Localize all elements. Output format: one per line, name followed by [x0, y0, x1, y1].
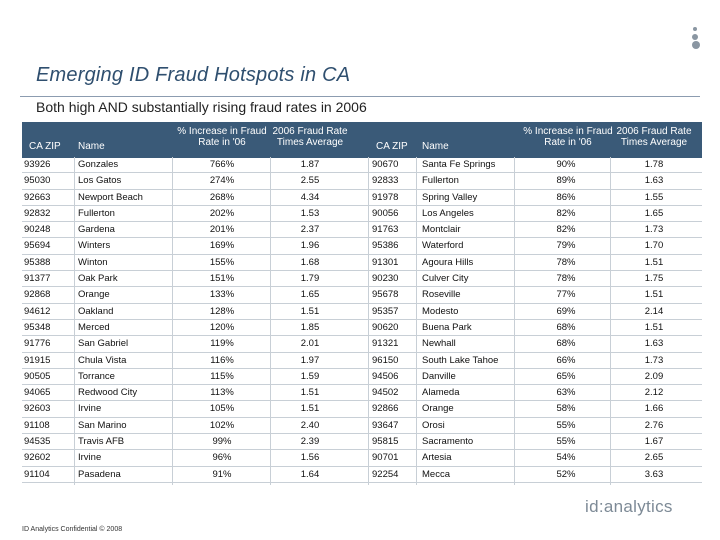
city-name-cell: Orosi [422, 419, 445, 431]
increase-cell: 102% [209, 419, 235, 431]
increase-cell: 68% [556, 321, 576, 333]
times-average-cell: 1.75 [644, 273, 664, 285]
page-title: Emerging ID Fraud Hotspots in CA [36, 64, 351, 86]
city-name-cell: Winters [78, 240, 111, 252]
times-average-cell: 1.97 [300, 354, 320, 366]
increase-cell: 66% [556, 354, 576, 366]
zip-cell: 94065 [24, 387, 51, 399]
city-name-cell: Redwood City [78, 387, 138, 399]
increase-cell: 766% [209, 159, 235, 170]
city-name-cell: Santa Fe Springs [422, 159, 496, 170]
table-row [22, 271, 702, 287]
increase-cell: 120% [209, 321, 235, 333]
increase-cell: 78% [556, 256, 576, 268]
increase-cell: 68% [556, 338, 576, 350]
times-average-cell: 1.55 [644, 191, 664, 203]
city-name-cell: Fullerton [78, 207, 115, 219]
increase-cell: 63% [556, 387, 576, 399]
zip-cell: 92603 [24, 403, 51, 415]
times-average-cell: 1.85 [300, 321, 320, 333]
times-average-cell: 1.53 [300, 207, 320, 219]
times-average-cell: 2.12 [644, 387, 664, 399]
zip-cell: 91321 [372, 338, 399, 350]
times-average-cell: 1.70 [644, 240, 664, 252]
city-name-cell: Artesia [422, 452, 452, 464]
zip-cell: 95678 [372, 289, 399, 301]
times-average-cell: 1.51 [300, 305, 320, 317]
table-row [22, 173, 702, 189]
zip-cell: 95386 [372, 240, 399, 252]
zip-cell: 95694 [24, 240, 51, 252]
table-row [22, 353, 702, 369]
increase-cell: 55% [556, 436, 576, 448]
table-row [22, 369, 702, 385]
times-average-cell: 2.01 [300, 338, 320, 350]
times-average-cell: 1.68 [300, 256, 320, 268]
increase-cell: 82% [556, 224, 576, 236]
header-name-left: Name [78, 141, 105, 152]
city-name-cell: Torrance [78, 370, 115, 382]
times-average-cell: 1.73 [644, 224, 664, 236]
increase-cell: 113% [210, 387, 234, 399]
table-row [22, 255, 702, 271]
times-average-cell: 1.66 [644, 403, 664, 415]
times-average-cell: 1.96 [300, 240, 320, 252]
zip-cell: 94502 [372, 387, 399, 399]
city-name-cell: Travis AFB [78, 436, 125, 448]
times-average-cell: 2.37 [300, 224, 320, 236]
header-increase-right: % Increase in Fraud Rate in '06 [523, 126, 613, 148]
zip-cell: 90701 [372, 452, 399, 464]
city-name-cell: Oakland [78, 305, 114, 317]
zip-cell: 92868 [24, 289, 51, 301]
zip-cell: 92866 [372, 403, 399, 415]
zip-cell: 92833 [372, 175, 399, 187]
times-average-cell: 1.65 [300, 289, 320, 301]
zip-cell: 93647 [372, 419, 399, 431]
times-average-cell: 1.87 [300, 159, 320, 170]
city-name-cell: Alameda [422, 387, 460, 399]
increase-cell: 52% [556, 468, 576, 480]
zip-cell: 91104 [24, 468, 50, 480]
zip-cell: 95357 [372, 305, 399, 317]
times-average-cell: 1.64 [300, 468, 320, 480]
zip-cell: 90248 [24, 224, 51, 236]
zip-cell: 95348 [24, 321, 51, 333]
table-row [22, 401, 702, 417]
city-name-cell: San Gabriel [78, 338, 129, 350]
city-name-cell: Culver City [422, 273, 469, 285]
times-average-cell: 1.51 [300, 387, 320, 399]
times-average-cell: 2.76 [644, 419, 664, 431]
city-name-cell: Gonzales [78, 159, 119, 170]
zip-cell: 93926 [24, 159, 51, 170]
times-average-cell: 1.56 [300, 452, 320, 464]
city-name-cell: Chula Vista [78, 354, 127, 366]
city-name-cell: Spring Valley [422, 191, 478, 203]
times-average-cell: 1.51 [644, 321, 664, 333]
increase-cell: 90% [556, 159, 576, 170]
id-analytics-logo: id:analytics [585, 497, 673, 516]
times-average-cell: 2.55 [300, 175, 320, 187]
increase-cell: 169% [209, 240, 235, 252]
times-average-cell: 2.65 [644, 452, 664, 464]
zip-cell: 91377 [24, 273, 51, 285]
times-average-cell: 2.39 [300, 436, 320, 448]
city-name-cell: Irvine [78, 403, 102, 415]
table-row [22, 336, 702, 352]
city-name-cell: Newport Beach [78, 191, 143, 203]
increase-cell: 86% [556, 191, 576, 203]
zip-cell: 96150 [372, 354, 399, 366]
city-name-cell: Los Gatos [78, 175, 122, 187]
city-name-cell: Montclair [422, 224, 461, 236]
increase-cell: 268% [209, 191, 235, 203]
increase-cell: 105% [209, 403, 235, 415]
page-subtitle: Both high AND substantially rising fraud rates in 2006 [36, 99, 367, 115]
zip-cell: 91978 [372, 191, 399, 203]
increase-cell: 155% [209, 256, 235, 268]
city-name-cell: Los Angeles [422, 207, 474, 219]
increase-cell: 89% [556, 175, 576, 187]
times-average-cell: 1.78 [644, 159, 664, 170]
city-name-cell: Danville [422, 370, 456, 382]
times-average-cell: 2.14 [644, 305, 664, 317]
city-name-cell: South Lake Tahoe [422, 354, 499, 366]
header-increase-left: % Increase in Fraud Rate in '06 [177, 126, 267, 148]
fraud-hotspots-table [22, 157, 702, 483]
city-name-cell: Orange [78, 289, 110, 301]
zip-cell: 92832 [24, 207, 51, 219]
city-name-cell: Agoura Hills [422, 256, 474, 268]
increase-cell: 54% [556, 452, 576, 464]
city-name-cell: Newhall [422, 338, 456, 350]
zip-cell: 90230 [372, 273, 399, 285]
table-row [22, 450, 702, 466]
table-row [22, 434, 702, 450]
table-row [22, 206, 702, 222]
table-row [22, 304, 702, 320]
increase-cell: 133% [209, 289, 235, 301]
increase-cell: 115% [210, 370, 234, 382]
times-average-cell: 1.63 [644, 338, 664, 350]
increase-cell: 99% [212, 436, 232, 448]
table-row [22, 222, 702, 238]
increase-cell: 78% [556, 273, 576, 285]
times-average-cell: 1.65 [644, 207, 664, 219]
zip-cell: 95388 [24, 256, 51, 268]
table-row [22, 418, 702, 434]
zip-cell: 91776 [24, 338, 51, 350]
city-name-cell: Sacramento [422, 436, 474, 448]
increase-cell: 79% [556, 240, 576, 252]
times-average-cell: 4.34 [300, 191, 320, 203]
zip-cell: 90056 [372, 207, 399, 219]
increase-cell: 274% [209, 175, 235, 187]
header-zip-left: CA ZIP [29, 141, 61, 152]
zip-cell: 92254 [372, 468, 399, 480]
times-average-cell: 1.63 [644, 175, 664, 187]
zip-cell: 90505 [24, 370, 51, 382]
times-average-cell: 2.09 [644, 370, 664, 382]
increase-cell: 69% [556, 305, 576, 317]
zip-cell: 95030 [24, 175, 51, 187]
table-header [22, 122, 702, 158]
header-zip-right: CA ZIP [376, 141, 408, 152]
table-row [22, 467, 702, 483]
title-divider [20, 96, 700, 97]
zip-cell: 94506 [372, 370, 399, 382]
city-name-cell: Orange [422, 403, 454, 415]
table-row [22, 320, 702, 336]
header-times-left: 2006 Fraud Rate Times Average [272, 126, 348, 148]
zip-cell: 95815 [372, 436, 399, 448]
table-row [22, 287, 702, 303]
zip-cell: 94535 [24, 436, 51, 448]
zip-cell: 90670 [372, 159, 399, 170]
increase-cell: 116% [210, 354, 234, 366]
increase-cell: 65% [556, 370, 576, 382]
times-average-cell: 1.59 [300, 370, 320, 382]
times-average-cell: 2.40 [300, 419, 320, 431]
increase-cell: 58% [556, 403, 576, 415]
zip-cell: 91108 [24, 419, 50, 431]
city-name-cell: Gardena [78, 224, 115, 236]
increase-cell: 202% [209, 207, 235, 219]
zip-cell: 91763 [372, 224, 399, 236]
city-name-cell: Merced [78, 321, 110, 333]
table-row [22, 190, 702, 206]
city-name-cell: Roseville [422, 289, 461, 301]
zip-cell: 94612 [24, 305, 51, 317]
city-name-cell: Oak Park [78, 273, 118, 285]
increase-cell: 77% [556, 289, 576, 301]
times-average-cell: 1.67 [644, 436, 664, 448]
footer-confidential: ID Analytics Confidential © 2008 [22, 526, 123, 533]
zip-cell: 91915 [24, 354, 51, 366]
increase-cell: 82% [556, 207, 576, 219]
increase-cell: 119% [210, 338, 234, 350]
city-name-cell: Mecca [422, 468, 450, 480]
times-average-cell: 1.51 [300, 403, 320, 415]
times-average-cell: 1.79 [300, 273, 320, 285]
times-average-cell: 1.51 [644, 289, 664, 301]
city-name-cell: Modesto [422, 305, 459, 317]
increase-cell: 91% [212, 468, 232, 480]
city-name-cell: Fullerton [422, 175, 459, 187]
city-name-cell: San Marino [78, 419, 127, 431]
table-row [22, 385, 702, 401]
table-row [22, 238, 702, 254]
times-average-cell: 1.51 [644, 256, 664, 268]
zip-cell: 90620 [372, 321, 399, 333]
city-name-cell: Winton [78, 256, 108, 268]
header-name-right: Name [422, 141, 449, 152]
increase-cell: 128% [209, 305, 235, 317]
header-times-right: 2006 Fraud Rate Times Average [616, 126, 692, 148]
zip-cell: 92602 [24, 452, 51, 464]
increase-cell: 201% [209, 224, 235, 236]
city-name-cell: Pasadena [78, 468, 121, 480]
increase-cell: 96% [212, 452, 232, 464]
decorative-dots-icon [692, 27, 702, 49]
zip-cell: 92663 [24, 191, 51, 203]
zip-cell: 91301 [372, 256, 399, 268]
table-row [22, 157, 702, 173]
times-average-cell: 3.63 [644, 468, 664, 480]
times-average-cell: 1.73 [644, 354, 664, 366]
city-name-cell: Waterford [422, 240, 464, 252]
increase-cell: 55% [556, 419, 576, 431]
city-name-cell: Irvine [78, 452, 102, 464]
city-name-cell: Buena Park [422, 321, 472, 333]
increase-cell: 151% [209, 273, 235, 285]
